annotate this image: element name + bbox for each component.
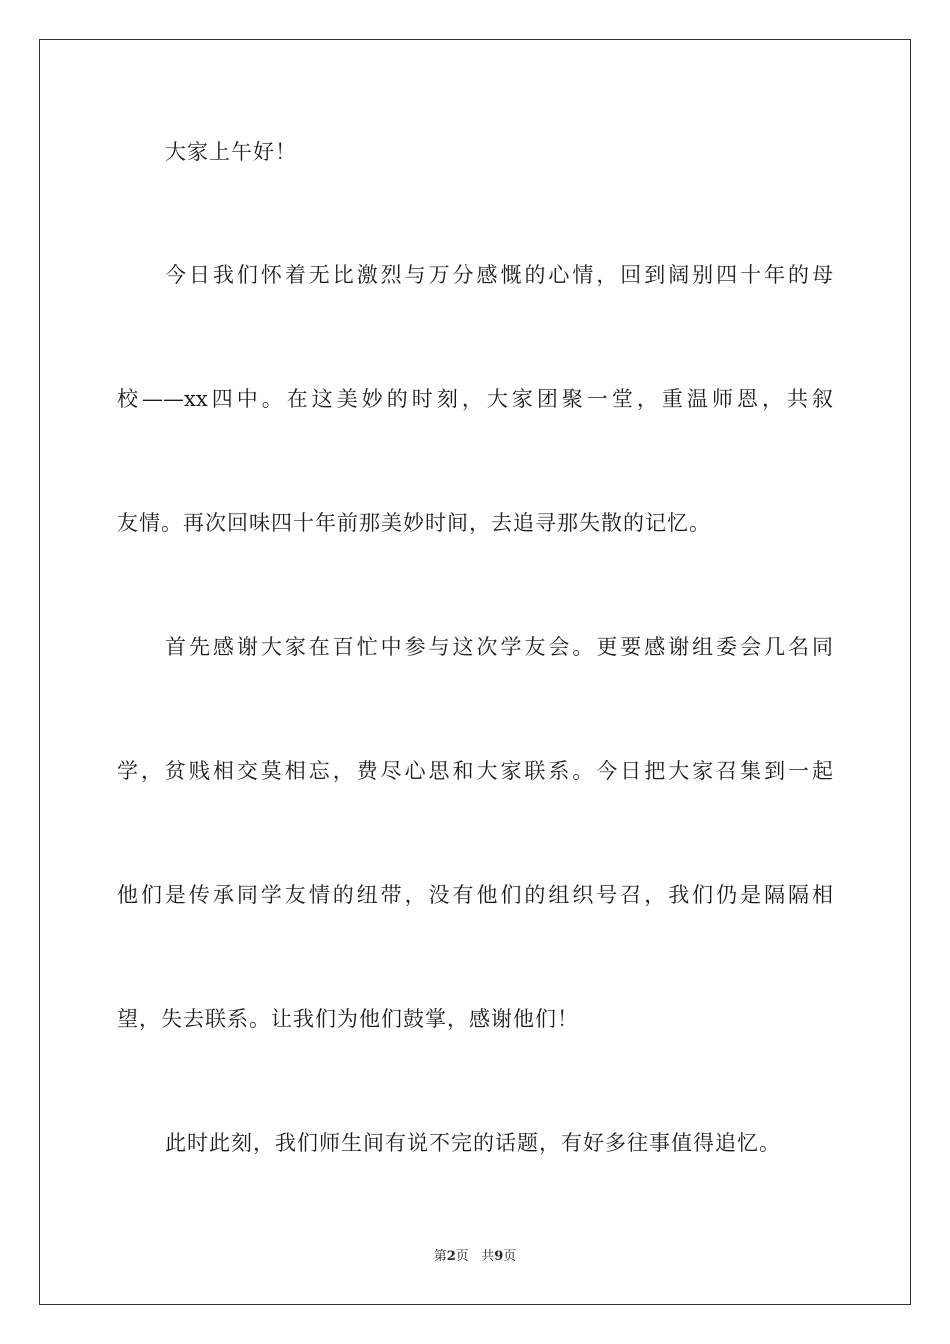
total-page-count: 9 xyxy=(494,1249,504,1264)
greeting-line: 大家上午好！ xyxy=(165,140,297,164)
footer-total-prefix: 共 xyxy=(481,1249,495,1264)
paragraph-2-line-3: 他们是传承同学友情的纽带，没有他们的组织号召，我们仍是隔隔相 xyxy=(117,883,833,907)
footer-prefix: 第 xyxy=(433,1249,447,1264)
footer-total-suffix: 页 xyxy=(503,1249,517,1264)
page-footer xyxy=(0,1248,950,1266)
current-page-number: 2 xyxy=(446,1249,456,1264)
page-border xyxy=(39,39,911,1305)
footer-page-suffix: 页 xyxy=(455,1249,469,1264)
paragraph-2-line-2: 学，贫贱相交莫相忘，费尽心思和大家联系。今日把大家召集到一起 xyxy=(117,759,833,783)
paragraph-1-line-1: 今日我们怀着无比激烈与万分感慨的心情，回到阔别四十年的母 xyxy=(165,263,833,287)
paragraph-3-line-1: 此时此刻，我们师生间有说不完的话题，有好多往事值得追忆。 xyxy=(165,1131,781,1155)
paragraph-1-line-2: 校——xx四中。在这美妙的时刻，大家团聚一堂，重温师恩，共叙 xyxy=(117,387,833,411)
paragraph-2-line-1: 首先感谢大家在百忙中参与这次学友会。更要感谢组委会几名同 xyxy=(165,635,833,659)
paragraph-2-line-4: 望，失去联系。让我们为他们鼓掌，感谢他们！ xyxy=(117,1007,579,1031)
paragraph-1-line-3: 友情。再次回味四十年前那美妙时间，去追寻那失散的记忆。 xyxy=(117,511,711,535)
